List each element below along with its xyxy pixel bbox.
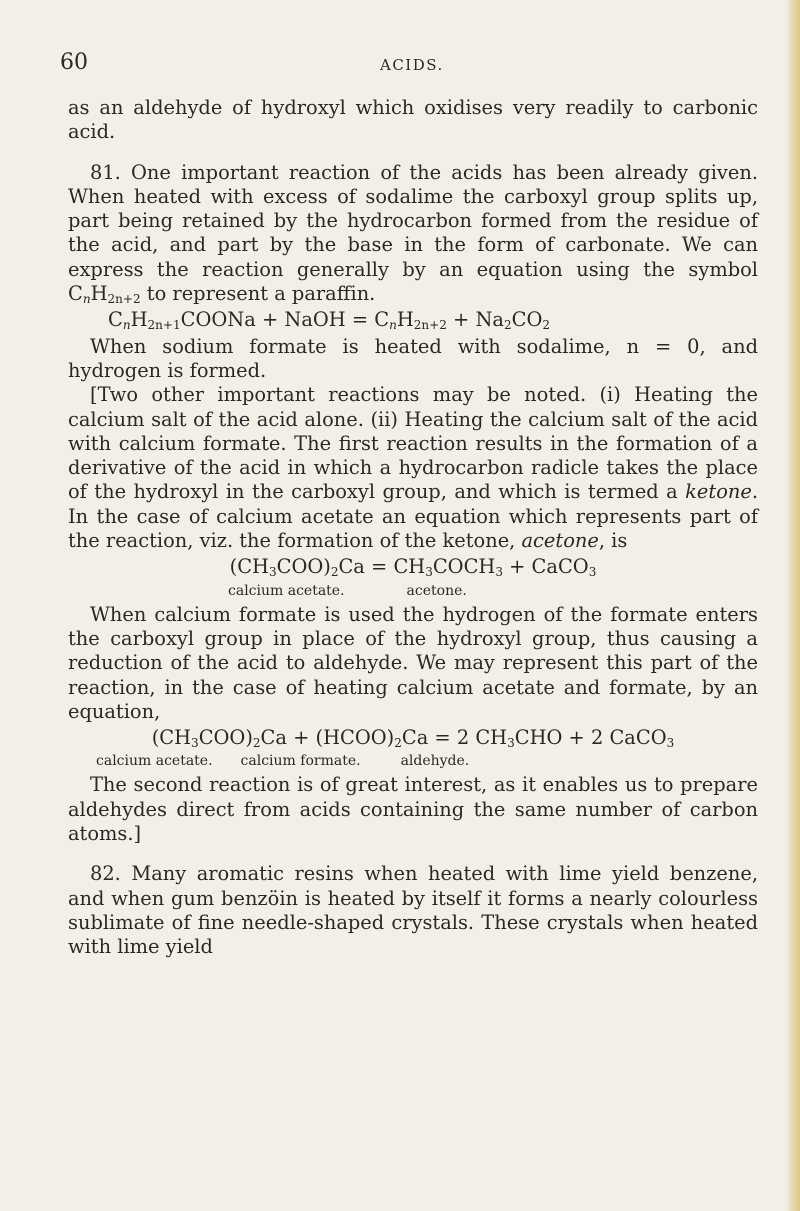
paragraph-82: 82. Many aromatic resins when heated with lime yield benzene, and when gum benzöin is heated by itself it forms a nearly colourless sublimate of fine needle-shaped crystals. These crystals when heated with lime yield xyxy=(68,862,758,959)
term-ketone: ketone xyxy=(685,480,752,504)
label-acetone: acetone. xyxy=(406,582,467,599)
label-calcium-acetate-2: calcium acetate. xyxy=(96,753,213,770)
page-edge xyxy=(786,0,800,1211)
equation-acetone: $(CH_3COO)_2Ca$ = $CH_3COCH_3$ + CaCO$_3$ xyxy=(229,555,597,580)
paragraph-sodium-formate: When sodium formate is heated with sodalime, n = 0, and hydrogen is formed. xyxy=(68,334,758,382)
label-calcium-formate: calcium formate. xyxy=(240,753,361,770)
equation-acetone-labels xyxy=(68,582,758,600)
running-title: ACIDS. xyxy=(380,56,444,74)
page-number: 60 xyxy=(60,50,88,75)
body-text xyxy=(68,96,758,960)
paragraph-two-reactions: [Two other important reactions may be noted. (i) Heating the calcium salt of the acid alone. (ii) Heating the calcium salt of the acid with calcium formate. The first reaction results in the formation of a derivative of the acid in which a hydrocarbon radicle takes the place of the hydroxyl in the carboxyl group, and which is termed a ketone. In the case of calcium acetate an equation which represents part of the reaction, viz. the formation of the ketone, acetone, is xyxy=(68,383,758,553)
page-header xyxy=(60,50,760,80)
label-aldehyde: aldehyde. xyxy=(400,753,470,770)
equation-paraffin: $C_nH_{2n+1}COONa$ + NaOH = $C_nH_{2n+2} + Na_2CO_2$ xyxy=(108,308,551,333)
term-acetone: acetone xyxy=(521,529,599,553)
paragraph-81: 81. One important reaction of the acids has been already given. When heated with excess of sodalime the carboxyl group splits up, part being retained by the hydrocarbon formed from the residue of the acid, and part by the base in the form of carbonate. We can express the reaction generally by an equation using the symbol $C_nH_{2n+2}$ to represent a paraffin. xyxy=(68,160,758,307)
equation-aldehyde: $(CH_3COO)_2Ca$ + $(HCOO)_2Ca = 2$ $CH_3CHO + 2$ CaCO$_3$ xyxy=(151,726,675,751)
equation-aldehyde-labels xyxy=(68,752,758,770)
paragraph-calcium-formate: When calcium formate is used the hydrogen of the formate enters the carboxyl group in place of the hydroxyl group, thus causing a reduction of the acid to aldehyde. We may represent this part of the reaction, in the case of heating calcium acetate and formate, by an equation, xyxy=(68,602,758,723)
paragraph-continuation: as an aldehyde of hydroxyl which oxidises very readily to carbonic acid. xyxy=(68,96,758,144)
paragraph-second-reaction: The second reaction is of great interest, as it enables us to prepare aldehydes direct from acids containing the same number of carbon atoms.] xyxy=(68,773,758,846)
label-calcium-acetate: calcium acetate. xyxy=(228,582,345,599)
